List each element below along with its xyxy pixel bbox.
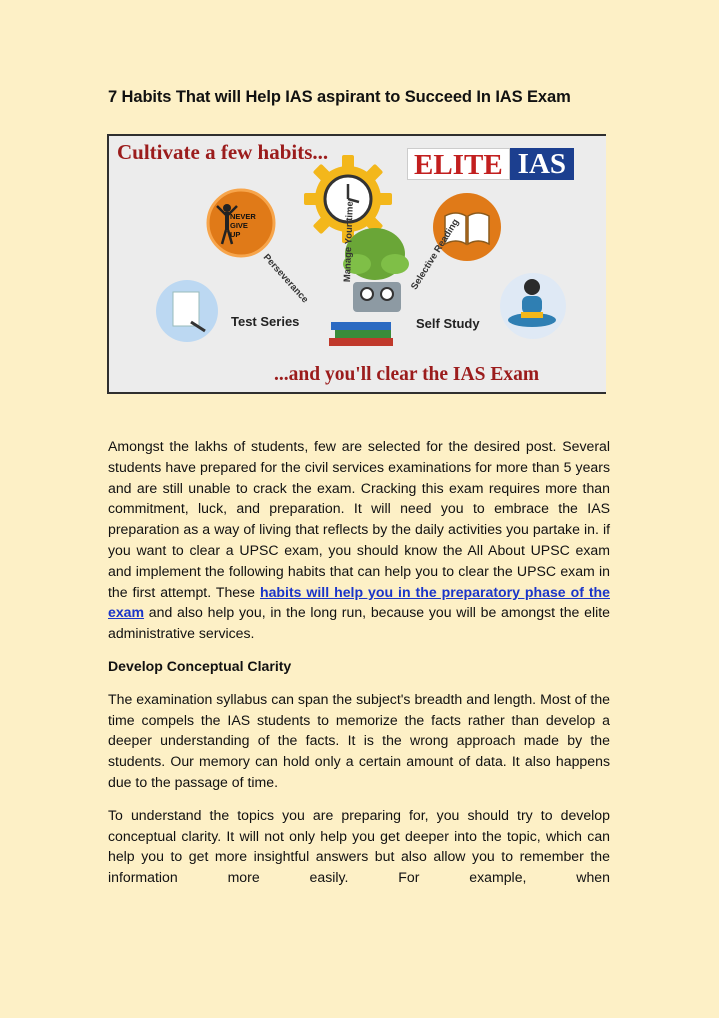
never-give-up-label: NEVER GIVE UP [230, 212, 256, 239]
brand-elite-text: ELITE [407, 148, 510, 180]
test-series-label: Test Series [231, 314, 300, 329]
selective-reading-label: Selective Reading [409, 217, 462, 292]
brand-ias-text: IAS [510, 148, 574, 180]
intro-text-before-link: Amongst the lakhs of students, few are selected for the desired post. Several students have prepared for the civil services examinations for more than 5 years and are still unable to crack the exam. Cracking this exam requires more than commitment, luck, and preparation. It will need you to embrace the IAS preparation as a way of living that reflects by the daily activities you partake in. if you want to clear a UPSC exam, you should know the All About UPSC exam and implement the following habits that can help you to clear the UPSC exam in the first attempt. These [108, 438, 610, 600]
infographic-footer: ...and you'll clear the IAS Exam [274, 364, 540, 385]
infographic-heading: Cultivate a few habits... [117, 140, 329, 164]
body-paragraph: The examination syllabus can span the subject's breadth and length. Most of the time compels the IAS students to memorize the facts rather than develop a deeper understanding of the facts. It is the wrong approach made by the students. Our memory can hold only a certain amount of data. It also happens due to the passage of time. [108, 690, 610, 790]
brand-logo [407, 148, 603, 180]
page-title: 7 Habits That will Help IAS aspirant to Succeed In IAS Exam [108, 88, 571, 106]
self-study-label: Self Study [416, 316, 480, 331]
test-paper-icon [173, 292, 199, 326]
plant-books-icon [329, 228, 409, 346]
habits-infographic [107, 134, 606, 394]
intro-paragraph [108, 436, 610, 644]
habits-link[interactable]: habits will help you in the preparatory phase of the exam [108, 583, 610, 621]
perseverance-label: Perseverance [260, 252, 311, 306]
manage-time-label: Manage Your time [342, 201, 356, 283]
section-heading: Develop Conceptual Clarity [108, 657, 292, 674]
body-paragraph: To understand the topics you are preparing for, you should try to develop conceptual clarity. It will not only help you get deeper into the topic, which can help you to get more insightful answers but also allow you to remember the information more easily. For example, when [108, 806, 610, 886]
intro-text-after-link: and also help you, in the long run, because you will be amongst the elite administrative services. [108, 604, 610, 642]
article-body [108, 436, 610, 900]
